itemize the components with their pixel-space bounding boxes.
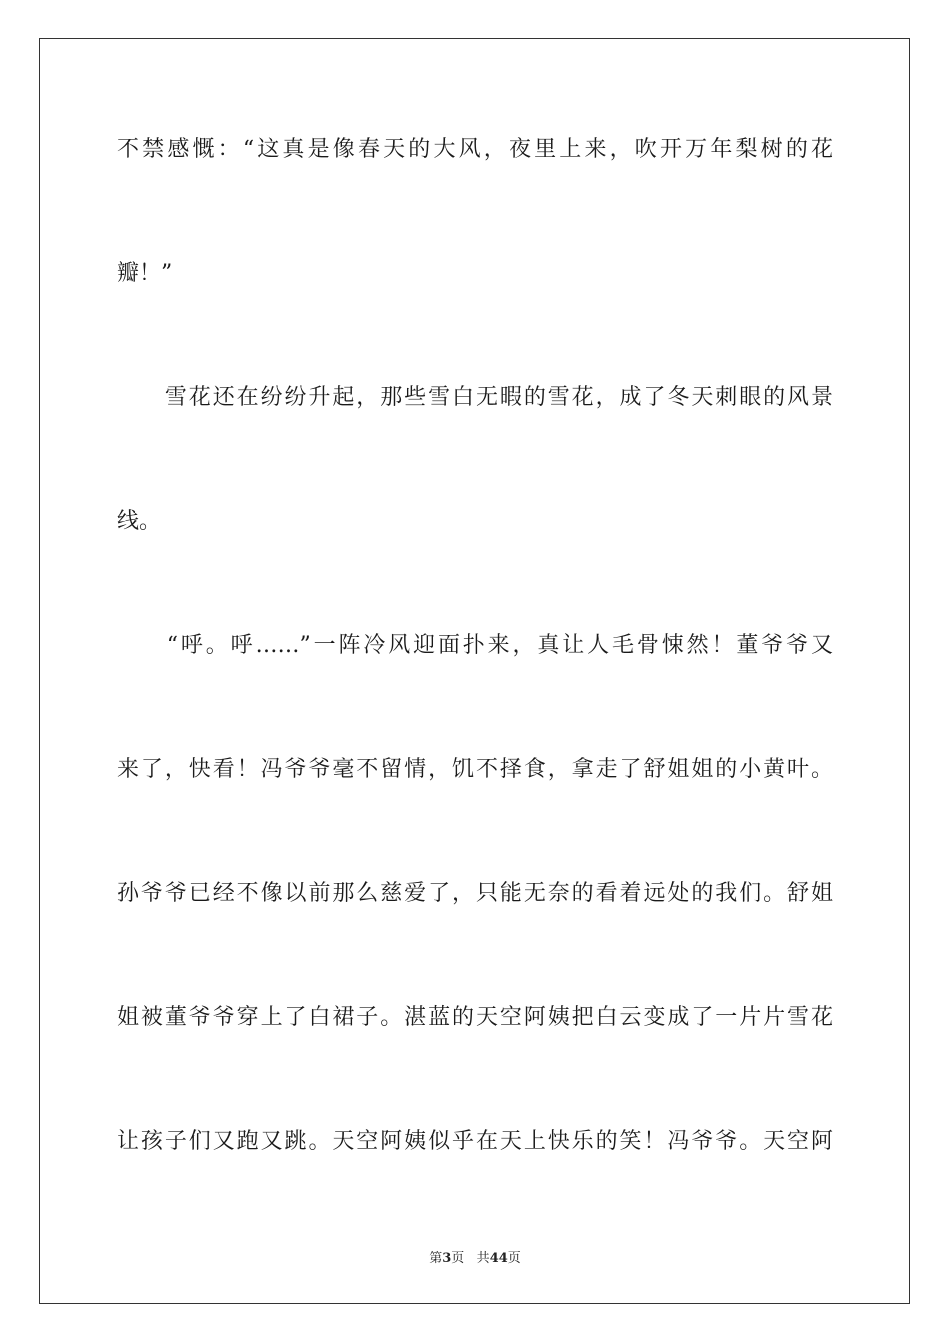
text-line-2: 瓣！” [117, 261, 173, 286]
text-line-7: 孙爷爷已经不像以前那么慈爱了，只能无奈的看着远处的我们。舒姐 [117, 881, 833, 906]
page-footer [0, 1247, 950, 1266]
text-line-3: 雪花还在纷纷升起，那些雪白无暇的雪花，成了冬天刺眼的风景 [117, 385, 833, 410]
total-pages: 44 [489, 1251, 508, 1266]
page-suffix: 页 [451, 1251, 465, 1266]
text-line-5: “呼。呼……”一阵冷风迎面扑来，真让人毛骨悚然！董爷爷又 [117, 633, 833, 658]
text-line-1: 不禁感慨：“这真是像春天的大风，夜里上来，吹开万年梨树的花 [117, 137, 833, 162]
page-number: 3 [442, 1251, 452, 1266]
page-prefix: 第 [429, 1251, 443, 1266]
text-line-6: 来了，快看！冯爷爷毫不留情，饥不择食，拿走了舒姐姐的小黄叶。 [117, 757, 833, 782]
total-suffix: 页 [507, 1251, 521, 1266]
text-line-4: 线。 [117, 509, 162, 534]
text-line-9: 让孩子们又跑又跳。天空阿姨似乎在天上快乐的笑！冯爷爷。天空阿 [117, 1129, 833, 1154]
text-line-8: 姐被董爷爷穿上了白裙子。湛蓝的天空阿姨把白云变成了一片片雪花 [117, 1005, 833, 1030]
total-prefix: 共 [476, 1251, 490, 1266]
page-border [39, 38, 910, 1304]
